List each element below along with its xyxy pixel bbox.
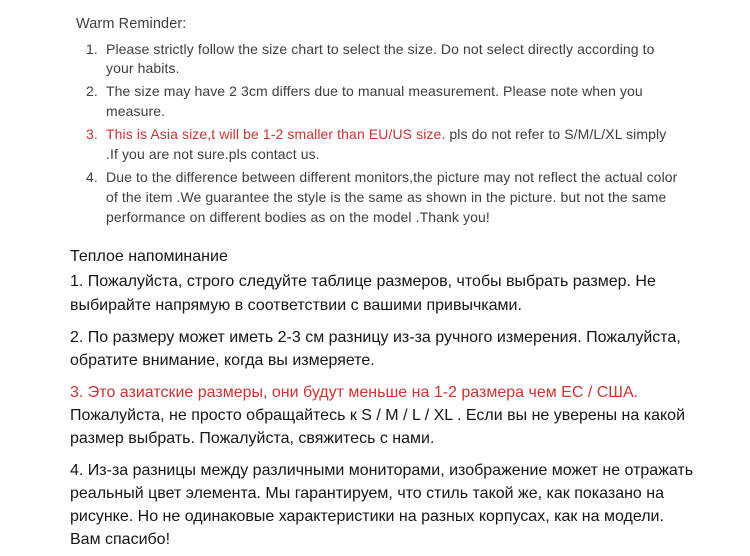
russian-paragraph: 4. Из-за разницы между различными мониторами, изображение может не отражать реальный цвет элемента. Мы гарантируем, что стиль такой же, как показано на рисунке. Но не одинаковые характеристики на разных корпусах, как на модели. [70, 461, 694, 525]
russian-paragraph-red: 3. Это азиатские размеры, они будут меньше на 1-2 размера чем ЕС / США. [70, 383, 639, 401]
item-number: 3. [86, 126, 98, 143]
russian-title: Теплое напоминание [70, 248, 228, 266]
item-number: 1. [86, 40, 98, 57]
item-text: The size may have 2 3cm differs due to manual measurement. Please note when you measure. [106, 83, 643, 120]
russian-section [70, 245, 710, 550]
reminder-item [86, 168, 710, 228]
item-text [106, 125, 681, 165]
item-number: 2. [86, 83, 98, 100]
reminder-item [86, 40, 710, 80]
russian-paragraph: 1. Пожалуйста, строго следуйте таблице размеров, чтобы выбрать размер. Не выбирайте напрямую в соответствии с вашими привычками. [70, 273, 656, 314]
russian-paragraph-black: Пожалуйста, не просто обращайтесь к S / M / L / XL . Если вы не уверены на какой размер выбрать. Пожалуйста, свяжитесь с нами. [70, 406, 685, 447]
item-text: Due to the difference between different monitors,the picture may not reflect the actual color of the item .We guarantee the style is the same as shown in the picture. but not the same performance on different bodies as on the model .Thank you! [106, 168, 678, 225]
reminder-item [86, 125, 710, 165]
warm-reminder-title: Warm Reminder: [76, 16, 187, 32]
item-number: 4. [86, 168, 98, 185]
russian-closing: Вам спасибо! [70, 530, 171, 548]
english-section [70, 14, 710, 227]
item-text-red: This is Asia size,t will be 1-2 smaller than EU/US size. [106, 126, 446, 143]
russian-paragraph [70, 381, 710, 450]
item-text: Please strictly follow the size chart to select the size. Do not select directly according to your habits. [106, 40, 655, 77]
item-text-black: pls do not refer to S/M/L/XL simply .If you are not sure.pls contact us. [106, 126, 667, 162]
russian-paragraph: 2. По размеру может иметь 2-3 см разницу из-за ручного измерения. Пожалуйста, обратите внимание, когда вы измеряете. [70, 328, 681, 369]
reminder-item [86, 82, 710, 122]
